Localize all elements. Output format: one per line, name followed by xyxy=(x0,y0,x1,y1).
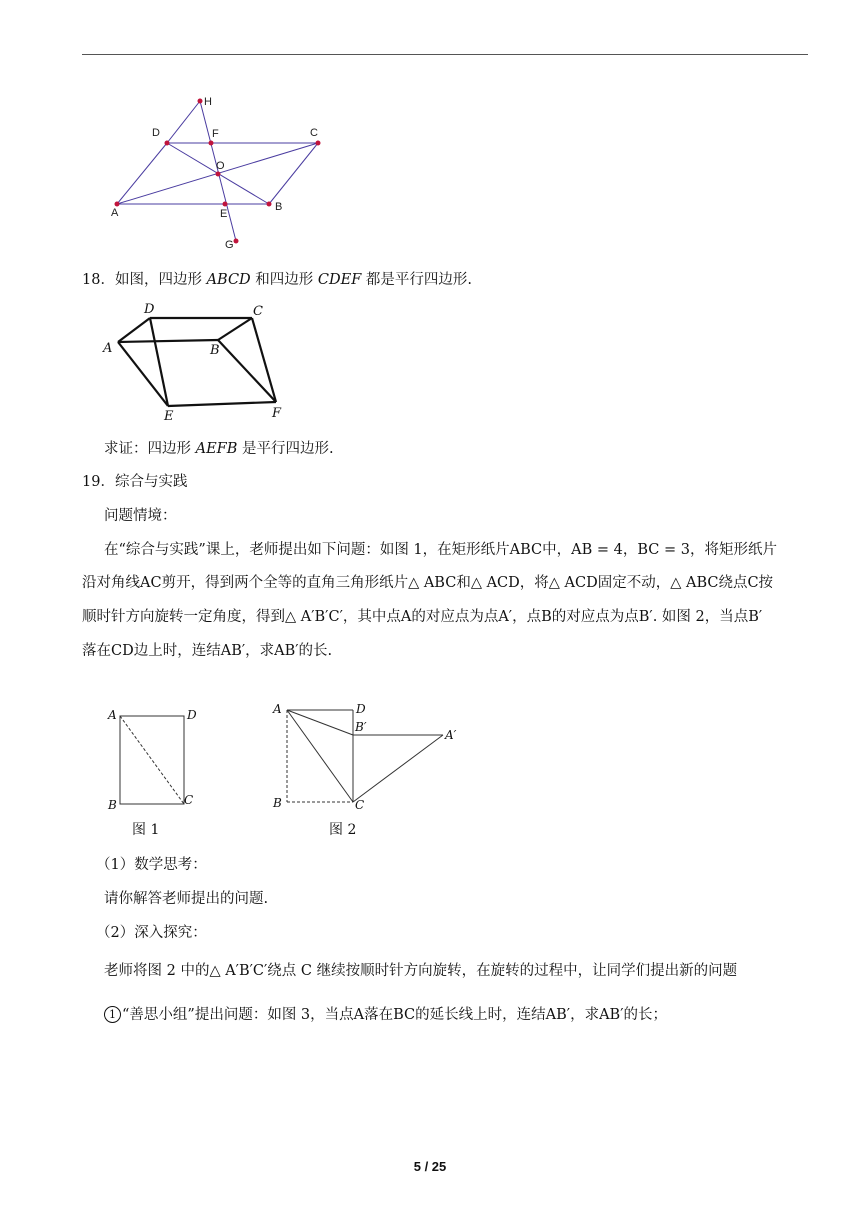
segment-AD xyxy=(117,143,167,204)
label-A: A xyxy=(103,341,113,356)
segment-BC xyxy=(269,143,318,204)
q19-sub1-text: 请你解答老师提出的问题. xyxy=(104,891,269,907)
label-A-prime: A′ xyxy=(445,728,457,742)
q18-number: 18． xyxy=(82,272,115,288)
q18-stem: 18．如图，四边形 ABCD 和四边形 CDEF 都是平行四边形. xyxy=(82,272,472,288)
q19-situation-label: 问题情境： xyxy=(104,508,177,524)
label-C: C xyxy=(355,798,365,812)
point-O xyxy=(216,172,221,177)
q19-title: 19．综合与实践 xyxy=(82,474,188,490)
point-B xyxy=(267,202,272,207)
label-A: A xyxy=(111,207,119,219)
label-B: B xyxy=(108,798,117,812)
point-A xyxy=(115,202,120,207)
q18-prove: 求证：四边形 AEFB 是平行四边形. xyxy=(104,441,334,457)
label-G: G xyxy=(225,239,234,251)
label-O: O xyxy=(216,160,225,172)
label-H: H xyxy=(204,96,212,108)
figure-parallelogram-top xyxy=(105,92,355,252)
label-B-prime: B′ xyxy=(355,720,367,734)
label-C: C xyxy=(184,793,194,807)
q19-paragraph-line2: 沿对角线AC剪开，得到两个全等的直角三角形纸片△ ABC和△ ACD，将△ ACD固定不动，△ ABC绕点C按 xyxy=(82,575,774,591)
page-number: 5 / 25 xyxy=(413,1159,447,1174)
label-C: C xyxy=(253,304,263,319)
point-C xyxy=(316,141,321,146)
label-A: A xyxy=(108,708,117,722)
label-A: A xyxy=(273,702,282,716)
segment-AH xyxy=(167,101,200,143)
q19-sub1-label: （1）数学思考： xyxy=(96,857,207,873)
label-D: D xyxy=(187,708,197,722)
label-B: B xyxy=(275,201,283,213)
label-F: F xyxy=(212,128,219,140)
label-D: D xyxy=(356,702,366,716)
circled-number-marker: 1 xyxy=(104,1006,121,1023)
point-F xyxy=(209,141,214,146)
figure-2-rotation xyxy=(265,695,480,845)
point-H xyxy=(198,99,203,104)
figure-1-caption: 图 1 xyxy=(132,822,160,838)
point-D xyxy=(165,141,170,146)
label-B: B xyxy=(210,343,220,358)
label-D: D xyxy=(144,302,155,317)
label-F: F xyxy=(272,406,282,421)
q19-sub2-text: 老师将图 2 中的△ A′B′C′绕点 C 继续按顺时针方向旋转，在旋转的过程中，让同学们提出新的问题 xyxy=(104,963,738,979)
figure-1-rectangle xyxy=(100,700,210,845)
figure-q18-parallelograms xyxy=(100,300,300,425)
q19-item1: 1 “善思小组”提出问题：如图 3，当点A落在BC的延长线上时，连结AB′，求AB′的长； xyxy=(104,1006,667,1024)
q19-paragraph-line1: 在“综合与实践”课上，老师提出如下问题：如图 1，在矩形纸片ABC中，AB = 4，BC = 3，将矩形纸片 xyxy=(104,542,777,558)
point-E xyxy=(223,202,228,207)
label-C: C xyxy=(310,127,318,139)
figure-2-caption: 图 2 xyxy=(329,822,357,838)
q19-paragraph-line4: 落在CD边上时，连结AB′，求AB′的长. xyxy=(82,643,333,659)
label-B: B xyxy=(273,796,282,810)
label-E: E xyxy=(164,409,174,424)
q19-number: 19． xyxy=(82,474,115,490)
label-E: E xyxy=(220,208,228,220)
point-G xyxy=(234,239,239,244)
q19-sub2-label: （2）深入探究： xyxy=(96,925,207,941)
q19-paragraph-line3: 顺时针方向旋转一定角度，得到△ A′B′C′，其中点A的对应点为点A′，点B的对应点为点B′. 如图 2，当点B′ xyxy=(82,609,763,625)
label-D: D xyxy=(152,127,160,139)
header-rule xyxy=(82,54,808,55)
